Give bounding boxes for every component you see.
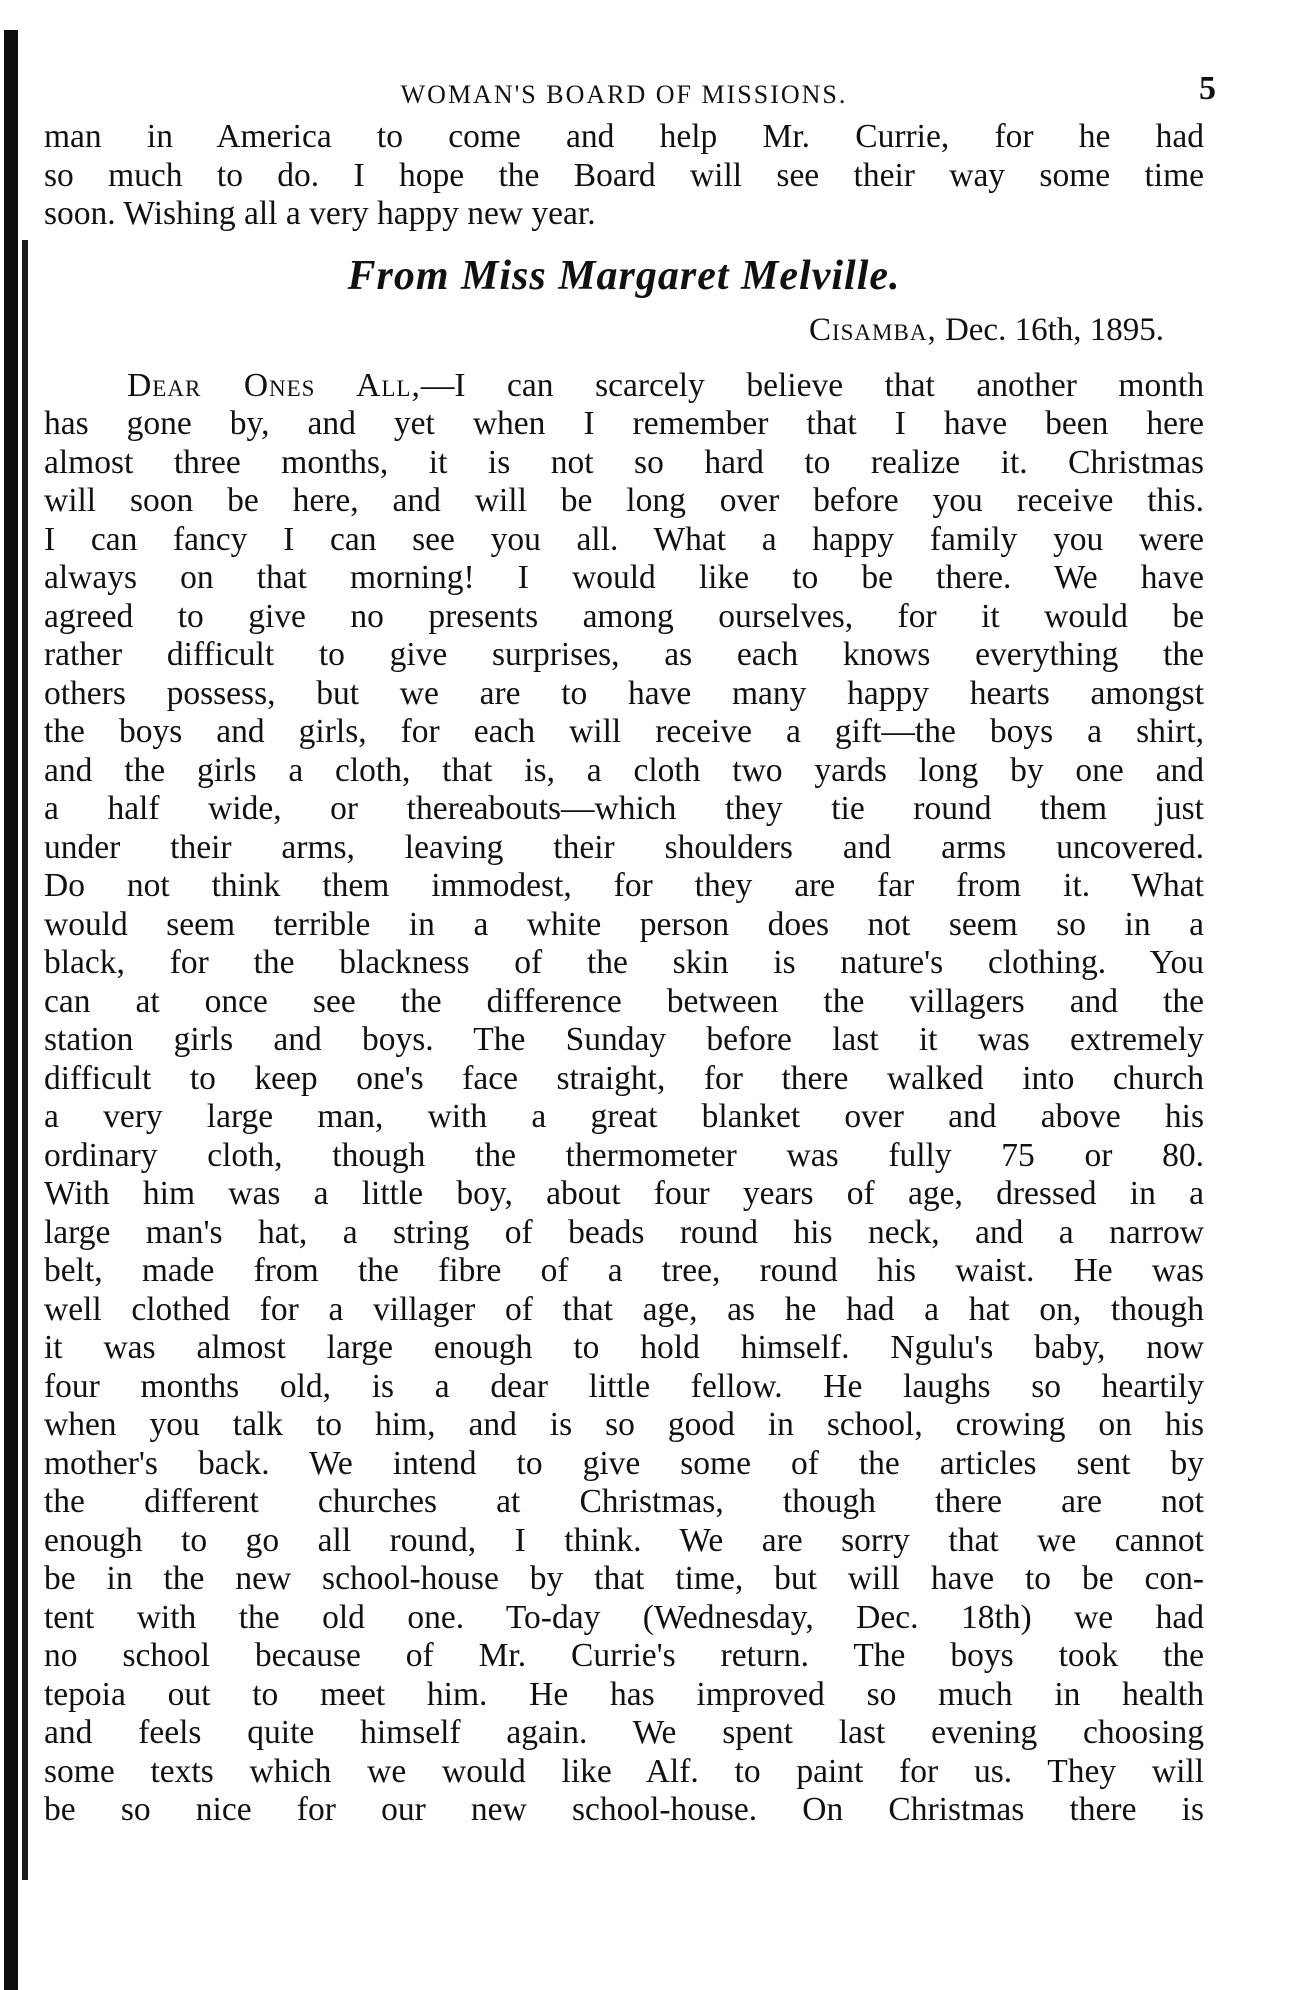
letter-line: and feels quite himself again. We spent last evening choosing bbox=[44, 1714, 1204, 1751]
letter-line: black, for the blackness of the skin is nature's clothing. You bbox=[44, 944, 1204, 981]
letter-line: large man's hat, a string of beads round his neck, and a narrow bbox=[44, 1213, 1204, 1251]
letter-line: and the girls a cloth, that is, a cloth two yards long by one and bbox=[44, 751, 1204, 789]
letter-line: when you talk to him, and is so good in school, crowing on his bbox=[44, 1406, 1204, 1443]
letter-line: mother's back. We intend to give some of the articles sent by bbox=[44, 1444, 1204, 1482]
running-head bbox=[44, 58, 1216, 118]
running-title: WOMAN'S BOARD OF MISSIONS. bbox=[400, 80, 848, 109]
dateline bbox=[44, 312, 1164, 349]
page-number: 5 bbox=[1199, 70, 1216, 107]
letter-line: the boys and girls, for each will receive a gift—the boys a shirt, bbox=[44, 713, 1204, 750]
intro-line: soon. Wishing all a very happy new year. bbox=[44, 195, 596, 232]
letter-line: With him was a little boy, about four years of age, dressed in a bbox=[44, 1175, 1204, 1212]
letter-line: be so nice for our new school-house. On Christmas there is bbox=[44, 1791, 1204, 1828]
letter-line: others possess, but we are to have many happy hearts amongst bbox=[44, 674, 1204, 712]
letter-line: tepoia out to meet him. He has improved so much in health bbox=[44, 1675, 1204, 1713]
letter-line: four months old, is a dear little fellow. He laughs so heartily bbox=[44, 1367, 1204, 1405]
page bbox=[44, 58, 1216, 1830]
letter-line: I can fancy I can see you all. What a happy family you were bbox=[44, 520, 1204, 558]
letter-heading: From Miss Margaret Melville. bbox=[347, 252, 901, 299]
letter-line: rather difficult to give surprises, as each knows everything the bbox=[44, 636, 1204, 673]
letter-line: under their arms, leaving their shoulders and arms uncovered. bbox=[44, 828, 1204, 866]
letter-line: it was almost large enough to hold himself. Ngulu's baby, now bbox=[44, 1329, 1204, 1366]
binding-shadow bbox=[22, 240, 28, 1880]
letter-line: difficult to keep one's face straight, for there walked into church bbox=[44, 1059, 1204, 1097]
letter-body bbox=[44, 367, 1204, 1830]
letter-line: well clothed for a villager of that age, as he had a hat on, though bbox=[44, 1290, 1204, 1328]
letter-line: Do not think them immodest, for they are far from it. What bbox=[44, 867, 1204, 904]
letter-line: a half wide, or thereabouts—which they tie round them just bbox=[44, 790, 1204, 827]
letter-line: no school because of Mr. Currie's return. The boys took the bbox=[44, 1637, 1204, 1674]
letter-line: be in the new school-house by that time, but will have to be con- bbox=[44, 1560, 1204, 1597]
letter-line: ordinary cloth, though the thermometer was fully 75 or 80. bbox=[44, 1136, 1204, 1174]
dateline-place: Cisamba, bbox=[808, 311, 937, 348]
letter-line: always on that morning! I would like to be there. We have bbox=[44, 559, 1204, 596]
letter-line: station girls and boys. The Sunday before last it was extremely bbox=[44, 1021, 1204, 1058]
letter-line: has gone by, and yet when I remember that I have been here bbox=[44, 405, 1204, 442]
intro-line: man in America to come and help Mr. Currie, for he had bbox=[44, 118, 1204, 155]
binding-edge bbox=[4, 30, 18, 1990]
letter-first-line bbox=[44, 367, 1204, 406]
letter-line: can at once see the difference between the villagers and the bbox=[44, 982, 1204, 1020]
letter-line: the different churches at Christmas, though there are not bbox=[44, 1483, 1204, 1520]
first-line-rest: —I can scarcely believe that another month bbox=[420, 366, 1204, 404]
intro-paragraph bbox=[44, 118, 1204, 234]
letter-line: would seem terrible in a white person does not seem so in a bbox=[44, 905, 1204, 943]
intro-line: so much to do. I hope the Board will see their way some time bbox=[44, 156, 1204, 194]
letter-line: a very large man, with a great blanket over and above his bbox=[44, 1098, 1204, 1135]
letter-line: will soon be here, and will be long over before you receive this. bbox=[44, 482, 1204, 519]
letter-line: almost three months, it is not so hard to realize it. Christmas bbox=[44, 443, 1204, 481]
salutation: Dear Ones All, bbox=[127, 366, 421, 404]
letter-line: tent with the old one. To-day (Wednesday, Dec. 18th) we had bbox=[44, 1598, 1204, 1636]
dateline-date: Dec. 16th, 1895. bbox=[944, 311, 1164, 348]
letter-line: some texts which we would like Alf. to paint for us. They will bbox=[44, 1752, 1204, 1790]
letter-line: enough to go all round, I think. We are sorry that we cannot bbox=[44, 1521, 1204, 1559]
letter-line: belt, made from the fibre of a tree, round his waist. He was bbox=[44, 1252, 1204, 1289]
letter-line: agreed to give no presents among ourselves, for it would be bbox=[44, 597, 1204, 635]
